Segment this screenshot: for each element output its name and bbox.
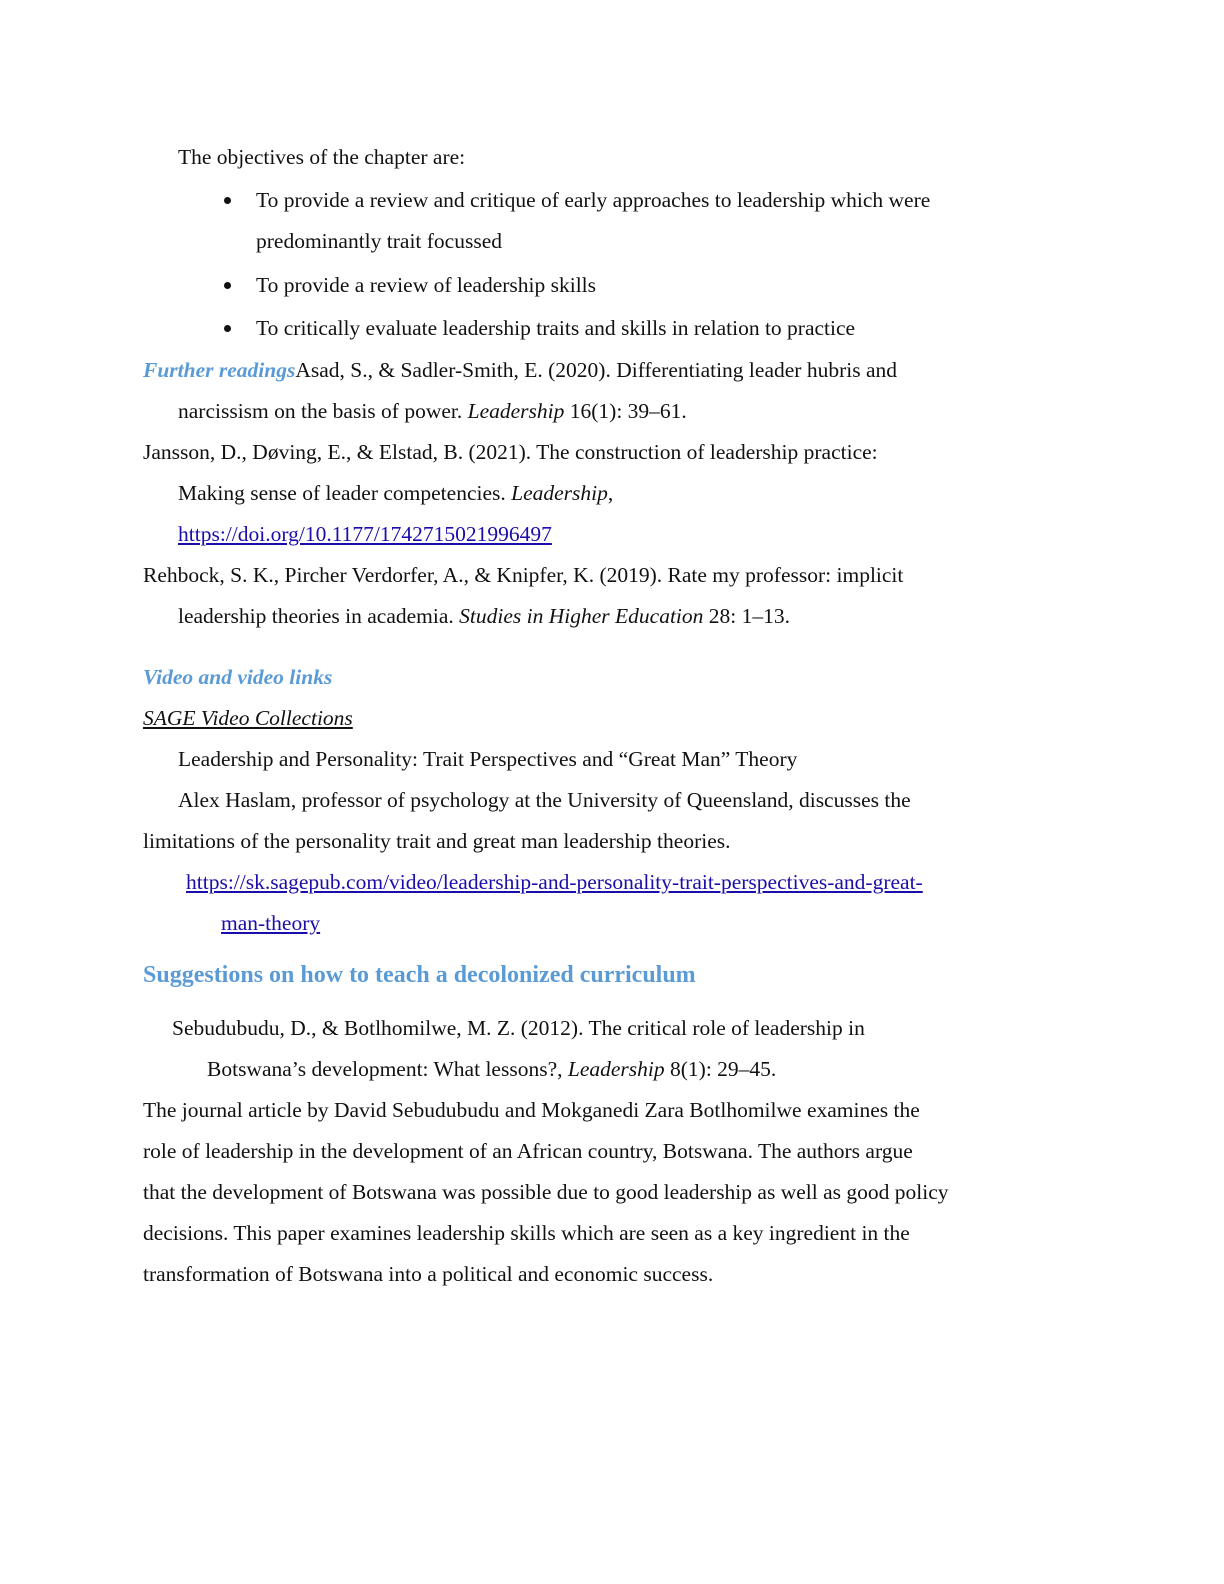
decolonized-paragraph-line: transformation of Botswana into a political and economic success. (143, 1262, 714, 1286)
reference-2-line2 (178, 480, 613, 506)
bullet-icon (224, 325, 231, 332)
reference-2-link-line (178, 521, 552, 547)
bullet-icon (224, 282, 231, 289)
video-title: Leadership and Personality: Trait Perspectives and “Great Man” Theory (178, 747, 798, 771)
video-description-line1: Alex Haslam, professor of psychology at the University of Queensland, discusses the (178, 788, 911, 812)
decolonized-paragraph-line: decisions. This paper examines leadership skills which are seen as a key ingredient in the (143, 1221, 910, 1245)
objective-item-1-line1: To provide a review and critique of early approaches to leadership which were (256, 188, 931, 212)
video-heading: Video and video links (143, 665, 333, 689)
reference-2-text: Making sense of leader competencies. (178, 481, 512, 505)
decolonized-reference-volume: 8(1): 29–45. (664, 1057, 777, 1081)
decolonized-paragraph-line: role of leadership in the development of an African country, Botswana. The authors argue (143, 1139, 913, 1163)
video-description-line2: limitations of the personality trait and great man leadership theories. (143, 829, 731, 853)
reference-1-line2 (178, 398, 687, 424)
reference-2-doi-link[interactable]: https://doi.org/10.1177/1742715021996497 (178, 522, 552, 546)
video-link-part2[interactable]: man-theory (221, 911, 321, 935)
reference-1-volume: 16(1): 39–61. (564, 399, 687, 423)
video-collection-label: SAGE Video Collections (143, 706, 353, 730)
decolonized-paragraph-line: The journal article by David Sebudubudu and Mokganedi Zara Botlhomilwe examines the (143, 1098, 920, 1122)
reference-1-text: narcissism on the basis of power. (178, 399, 468, 423)
decolonized-heading: Suggestions on how to teach a decolonized curriculum (143, 962, 696, 988)
bullet-icon (224, 197, 231, 204)
reference-2-journal: Leadership (511, 481, 608, 505)
decolonized-reference-line2 (207, 1056, 776, 1082)
objective-item-3: To critically evaluate leadership traits and skills in relation to practice (256, 316, 856, 340)
video-link-part1[interactable]: https://sk.sagepub.com/video/leadership-and-personality-trait-perspectives-and-great- (186, 870, 923, 894)
reference-3-text: leadership theories in academia. (178, 604, 460, 628)
decolonized-paragraph-line: that the development of Botswana was possible due to good leadership as well as good policy (143, 1180, 949, 1204)
reference-3-volume: 28: 1–13. (703, 604, 791, 628)
video-link-line2 (221, 910, 320, 936)
further-readings-line (143, 357, 897, 383)
reference-2-punct: , (607, 481, 614, 505)
objectives-intro: The objectives of the chapter are: (178, 145, 466, 169)
decolonized-reference-text: Botswana’s development: What lessons?, (207, 1057, 568, 1081)
reference-1-line1: Asad, S., & Sadler-Smith, E. (2020). Differentiating leader hubris and (295, 358, 897, 382)
reference-3-journal: Studies in Higher Education (459, 604, 704, 628)
reference-2-line1: Jansson, D., Døving, E., & Elstad, B. (2021). The construction of leadership practice: (143, 440, 878, 464)
video-link-line1 (186, 869, 923, 895)
objective-item-1-line2: predominantly trait focussed (256, 229, 502, 253)
decolonized-reference-journal: Leadership (567, 1057, 665, 1081)
reference-1-journal: Leadership (467, 399, 565, 423)
reference-3-line1: Rehbock, S. K., Pircher Verdorfer, A., & Knipfer, K. (2019). Rate my professor: implicit (143, 563, 904, 587)
decolonized-reference-line1: Sebudubudu, D., & Botlhomilwe, M. Z. (2012). The critical role of leadership in (172, 1016, 865, 1040)
further-readings-label: Further readings (143, 358, 296, 382)
reference-3-line2 (178, 603, 790, 629)
objective-item-2: To provide a review of leadership skills (256, 273, 597, 297)
